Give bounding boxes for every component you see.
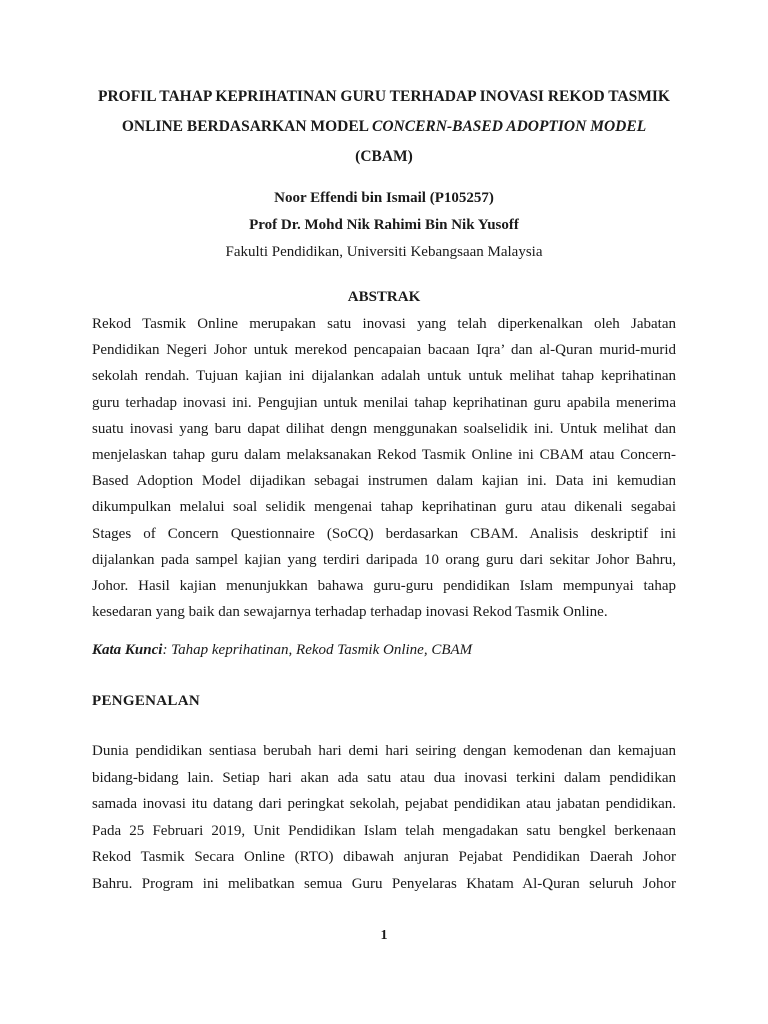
keywords-label: Kata Kunci bbox=[92, 642, 163, 658]
author-1: Noor Effendi bin Ismail (P105257) bbox=[274, 190, 494, 206]
abstract-line: dikumpulkan melalui soal selidik mengenai tahap keprihatinan guru atau dikenali segabai bbox=[92, 499, 676, 516]
intro-line: Pada 25 Februari 2019, Unit Pendidikan Islam telah mengadakan satu bengkel berkenaan bbox=[92, 822, 676, 839]
abstract-line: Johor. Hasil kajian menunjukkan bahawa guru-guru pendidikan Islam mempunyai tahap bbox=[92, 578, 676, 595]
abstract-line: guru terhadap inovasi ini. Pengujian untuk menilai tahap keprihatinan guru apabila menerima bbox=[92, 394, 676, 411]
abstract-line: dijalankan pada sampel kajian yang terdiri daripada 10 orang guru dari sekitar Johor Bahru, bbox=[92, 551, 676, 568]
abstract-line: Stages of Concern Questionnaire (SoCQ) berdasarkan CBAM. Analisis deskriptif ini bbox=[92, 525, 676, 542]
title-line-2 bbox=[80, 112, 688, 142]
keywords-text: : Tahap keprihatinan, Rekod Tasmik Online, CBAM bbox=[162, 642, 473, 658]
abstract-line: suatu inovasi yang baru dapat dilihat dengn menggunakan soalselidik ini. Untuk melihat dan bbox=[92, 420, 676, 437]
introduction-body bbox=[92, 738, 676, 898]
affiliation: Fakulti Pendidikan, Universiti Kebangsaan Malaysia bbox=[225, 244, 543, 260]
page-number: 1 bbox=[380, 928, 388, 943]
abstract-heading: ABSTRAK bbox=[347, 289, 421, 305]
intro-line: Rekod Tasmik Secara Online (RTO) dibawah anjuran Pejabat Pendidikan Daerah Johor bbox=[92, 849, 676, 866]
intro-line: bidang-bidang lain. Setiap hari akan ada satu atau dua inovasi terkini dalam pendidikan bbox=[92, 769, 676, 786]
abstract-body bbox=[92, 311, 676, 625]
abstract-line: menjelaskan tahap guru dalam melaksanakan Rekod Tasmik Online ini CBAM atau Concern- bbox=[92, 447, 676, 464]
intro-line: Bahru. Program ini melibatkan semua Guru Penyelaras Khatam Al-Quran seluruh Johor bbox=[92, 875, 676, 892]
section-heading-introduction: PENGENALAN bbox=[92, 693, 201, 709]
author-2: Prof Dr. Mohd Nik Rahimi Bin Nik Yusoff bbox=[249, 217, 519, 233]
abstract-line: Rekod Tasmik Online merupakan satu inovasi yang telah diperkenalkan oleh Jabatan bbox=[92, 316, 676, 332]
abstract-line: kesedaran yang baik dan sewajarnya terhadap terhadap inovasi Rekod Tasmik Online. bbox=[92, 604, 608, 621]
intro-line: Dunia pendidikan sentiasa berubah hari demi hari seiring dengan kemodenan dan kemajuan bbox=[92, 743, 676, 759]
abstract-line: Based Adoption Model dijadikan sebagai instrumen dalam kajian ini. Data ini kemudian bbox=[92, 473, 676, 490]
abstract-line: sekolah rendah. Tujuan kajian ini dijalankan adalah untuk untuk melihat tahap keprihatinan bbox=[92, 368, 676, 385]
paper-title bbox=[80, 82, 688, 172]
abstract-line: Pendidikan Negeri Johor untuk merekod pencapaian bacaan Iqra’ dan al-Quran murid-murid bbox=[92, 342, 676, 359]
author-block bbox=[80, 185, 688, 266]
title-line-2-normal: ONLINE BERDASARKAN MODEL bbox=[121, 118, 373, 135]
intro-line: samada inovasi itu datang dari peringkat sekolah, pejabat pendidikan atau jabatan pendidikan. bbox=[92, 796, 676, 813]
title-line-2-italic: CONCERN-BASED ADOPTION MODEL bbox=[372, 118, 647, 135]
title-line-1: PROFIL TAHAP KEPRIHATINAN GURU TERHADAP INOVASI REKOD TASMIK bbox=[97, 88, 670, 105]
title-line-3: (CBAM) bbox=[355, 148, 413, 165]
keywords bbox=[92, 638, 676, 662]
